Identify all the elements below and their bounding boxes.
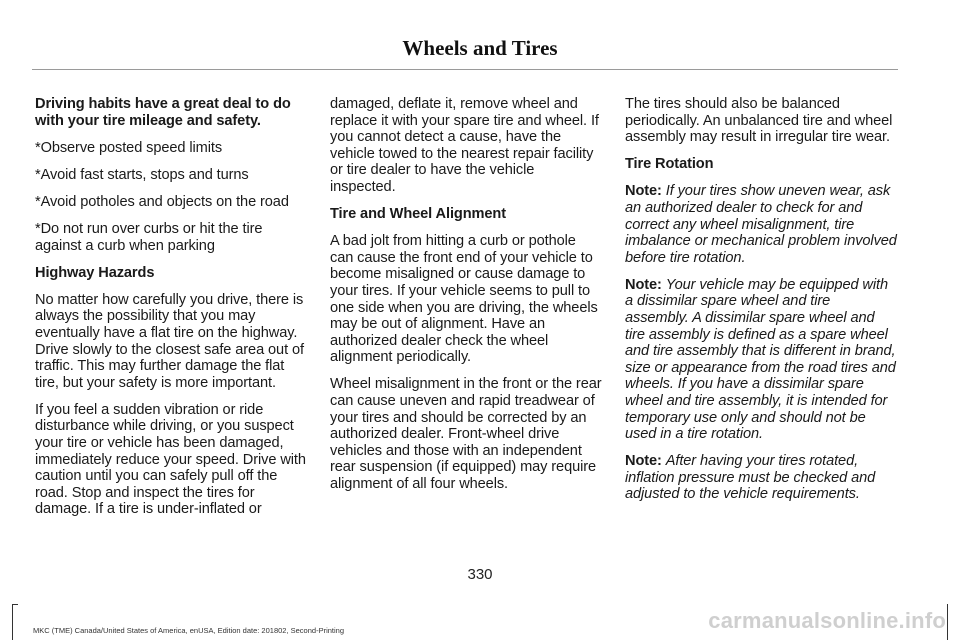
tip-fast-starts: *Avoid fast starts, stops and turns [35, 166, 249, 183]
note-inflation-pressure [625, 453, 897, 503]
misalignment-paragraph: Wheel misalignment in the front or the rear can cause uneven and rapid treadwear of your tires and should be corrected by an authorized dealer. Front-wheel drive vehicles and those with an independent rear suspension (if equipped) may require alignment of all four wheels. [330, 376, 602, 492]
note-uneven-wear [625, 183, 897, 266]
column-right [625, 96, 897, 514]
crop-mark [12, 604, 18, 605]
tip-curbs: *Do not run over curbs or hit the tire against a curb when parking [35, 220, 263, 254]
column-left [35, 96, 307, 528]
driving-habits-heading: Driving habits have a great deal to do with your tire mileage and safety. [35, 96, 291, 129]
tire-rotation-heading: Tire Rotation [625, 156, 714, 173]
vibration-paragraph: If you feel a sudden vibration or ride disturbance while driving, or you suspect your tire or vehicle has been damaged, immediately reduce your speed. Drive with caution until you can safely pull off the road. Stop and inspect the tires for damage. If a tire is under-inflated or [35, 401, 306, 518]
note-label: Note: [625, 453, 666, 470]
note-text: Your vehicle may be equipped with a dissimilar spare wheel and tire assembly. A dissimilar spare wheel and tire assembly is defined as a spare wheel and tire assembly that is different in brand, size or appearance from the road tires and wheels. If you have a dissimilar spare wheel and tire assembly, it is intended for temporary use only and should not be used in a tire rotation. [625, 276, 896, 443]
column-middle [330, 96, 602, 503]
balanced-paragraph: The tires should also be balanced periodically. An unbalanced tire and wheel assembly may result in irregular tire wear. [625, 96, 893, 146]
highway-hazards-heading: Highway Hazards [35, 264, 155, 281]
page-number: 330 [467, 566, 493, 583]
damaged-tire-paragraph: damaged, deflate it, remove wheel and replace it with your spare tire and wheel. If you cannot detect a cause, have the vehicle towed to the nearest repair facility or tire dealer to have the vehicle inspected. [330, 96, 599, 195]
edition-footer: MKC (TME) Canada/United States of America, enUSA, Edition date: 201802, Second-Printing [33, 626, 344, 635]
tip-potholes: *Avoid potholes and objects on the road [35, 193, 289, 210]
note-label: Note: [625, 276, 666, 293]
highway-hazards-paragraph: No matter how carefully you drive, there is always the possibility that you may eventually have a flat tire on the highway. Drive slowly to the closest safe area out of traffic. This may further damage the flat tire, but your safety is more important. [35, 291, 304, 391]
header-divider [32, 69, 898, 70]
alignment-heading: Tire and Wheel Alignment [330, 206, 506, 223]
watermark-logo: carmanualsonline.info [708, 608, 946, 633]
tip-speed-limits: *Observe posted speed limits [35, 139, 223, 156]
note-dissimilar-spare [625, 277, 897, 443]
crop-mark [947, 604, 948, 640]
crop-mark [12, 604, 13, 640]
note-text: If your tires show uneven wear, ask an authorized dealer to check for and correct any wheel misalignment, tire imbalance or mechanical problem involved before tire rotation. [625, 183, 897, 266]
note-label: Note: [625, 183, 666, 200]
bad-jolt-paragraph: A bad jolt from hitting a curb or pothole can cause the front end of your vehicle to become misaligned or cause damage to your tires. If your vehicle seems to pull to one side when you are driving, the wheels may be out of alignment. Have an authorized dealer check the wheel alignment periodically. [330, 233, 598, 366]
page-title: Wheels and Tires [402, 36, 558, 60]
note-text: After having your tires rotated, inflation pressure must be checked and adjusted to the vehicle requirements. [625, 453, 876, 503]
